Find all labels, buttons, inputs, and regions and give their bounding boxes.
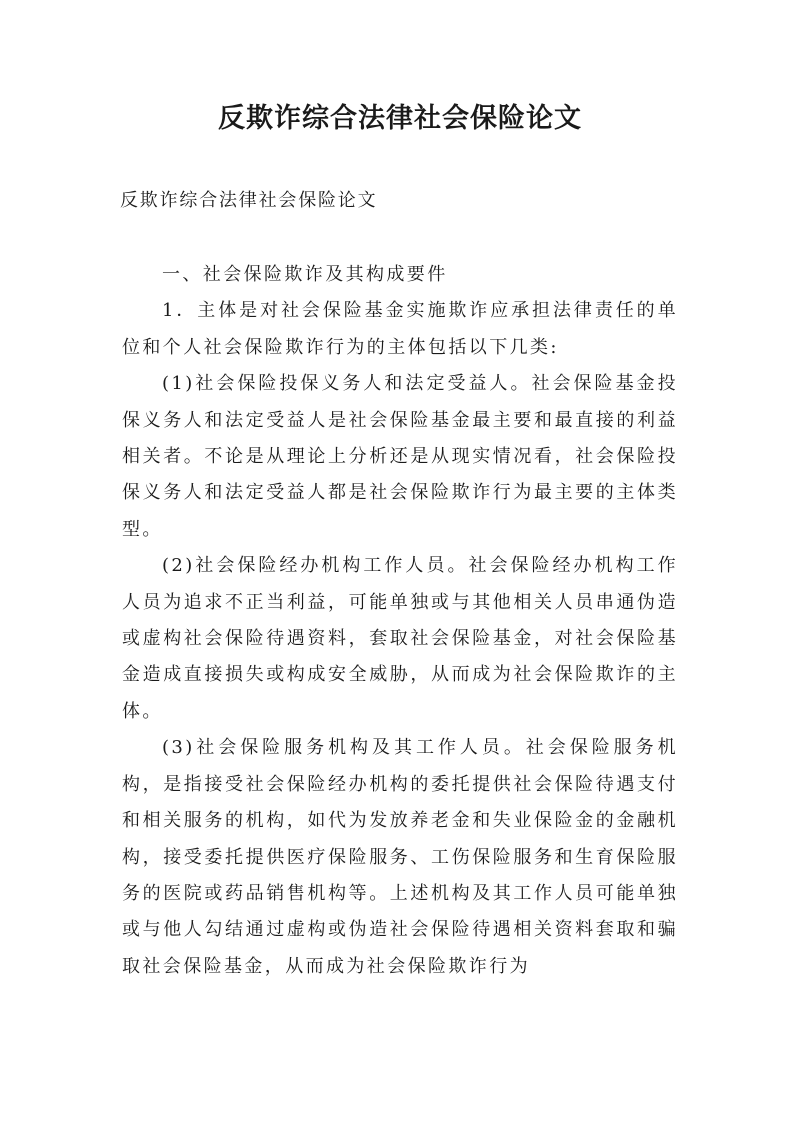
paragraph: (3)社会保险服务机构及其工作人员。社会保险服务机构，是指接受社会保险经办机构的委托提供社会保险待遇支付和相关服务的机构，如代为发放养老金和失业保险金的金融机构，接受委托提供医疗保险服务、工伤保险服务和生育保险服务的医院或药品销售机构等。上述机构及其工作人员可能单独或与他人勾结通过虚构或伪造社会保险待遇相关资料套取和骗取社会保险基金，从而成为社会保险欺诈行为 <box>122 737 678 977</box>
paragraph: 1．主体是对社会保险基金实施欺诈应承担法律责任的单位和个人社会保险欺诈行为的主体包括以下几类: <box>122 300 678 358</box>
section-heading: 一、社会保险欺诈及其构成要件 <box>162 264 448 285</box>
paragraph: (2)社会保险经办机构工作人员。社会保险经办机构工作人员为追求不正当利益，可能单独或与其他相关人员串通伪造或虚构社会保险待遇资料，套取社会保险基金，对社会保险基金造成直接损失或构成安全威胁，从而成为社会保险欺诈的主体。 <box>122 555 678 722</box>
paragraph: (1)社会保险投保义务人和法定受益人。社会保险基金投保义务人和法定受益人是社会保险基金最主要和最直接的利益相关者。不论是从理论上分析还是从现实情况看，社会保险投保义务人和法定受益人都是社会保险欺诈行为最主要的主体类型。 <box>122 373 678 540</box>
document-subtitle: 反欺诈综合法律社会保险论文 <box>120 190 378 211</box>
document-title: 反欺诈综合法律社会保险论文 <box>218 103 582 134</box>
document-body <box>122 257 678 985</box>
